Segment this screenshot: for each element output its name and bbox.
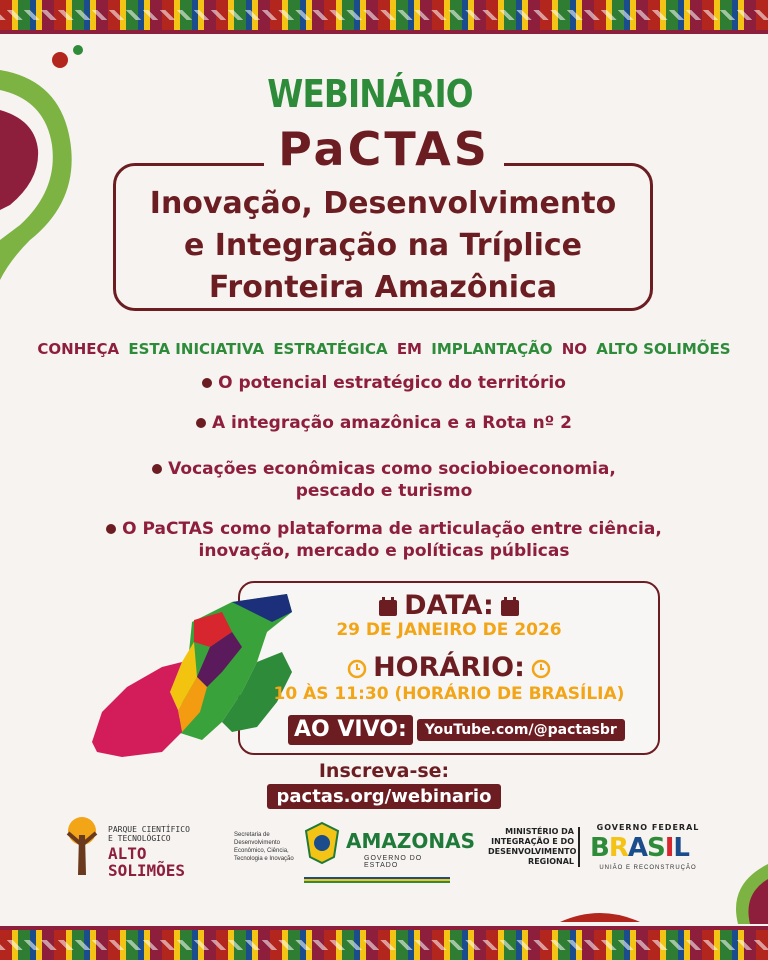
governo-federal-logo bbox=[588, 823, 708, 883]
bullet-icon bbox=[106, 524, 116, 534]
secretaria-logo: Secretaria de Desenvolvimento Econômico, Ciência, Tecnologia e Inovação bbox=[234, 832, 294, 862]
signup-link[interactable]: pactas.org/webinario bbox=[267, 784, 502, 809]
subhead-part: ALTO SOLIMÕES bbox=[596, 340, 731, 358]
corner-pattern-icon bbox=[708, 864, 768, 924]
clock-icon bbox=[531, 659, 551, 679]
pactas-logo: PaCTAS bbox=[264, 122, 504, 176]
time-heading bbox=[238, 652, 660, 683]
gov-top-text: GOVERNO FEDERAL bbox=[596, 823, 700, 832]
title-line: e Integração na Tríplice bbox=[183, 228, 583, 263]
subhead-part: EM bbox=[396, 340, 422, 358]
bullet-icon bbox=[152, 464, 162, 474]
sponsor-logos bbox=[0, 815, 768, 895]
list-item: O potencial estratégico do território bbox=[0, 372, 768, 394]
calendar-icon bbox=[500, 597, 520, 617]
amazonas-subtext: GOVERNO DO ESTADO bbox=[364, 855, 423, 869]
calendar-icon bbox=[378, 597, 398, 617]
list-item: A integração amazônica e a Rota nº 2 bbox=[0, 412, 768, 434]
subhead-part: NO bbox=[561, 340, 588, 358]
date-label: DATA: bbox=[404, 590, 494, 621]
amazonas-crest-icon bbox=[304, 821, 340, 865]
parque-small-text: PARQUE CIENTÍFICO E TECNOLÓGICO bbox=[108, 825, 190, 843]
bullet-icon bbox=[202, 378, 212, 388]
title-line: Inovação, Desenvolvimento bbox=[149, 186, 617, 221]
top-band-line bbox=[0, 30, 768, 34]
parque-big-text: ALTO SOLIMÕES bbox=[108, 844, 186, 880]
amazonas-logo bbox=[304, 821, 475, 891]
subhead-part: CONHEÇA bbox=[37, 340, 120, 358]
parque-logo bbox=[62, 815, 202, 885]
list-item: Vocações econômicas como sociobioeconomia, pescado e turismo bbox=[0, 458, 768, 502]
amazonas-text: AMAZONAS bbox=[346, 829, 475, 853]
clock-icon bbox=[347, 659, 367, 679]
bullet-icon bbox=[196, 418, 206, 428]
logo-divider bbox=[578, 827, 580, 867]
gov-bottom-text: UNIÃO E RECONSTRUÇÃO bbox=[599, 865, 697, 871]
event-title bbox=[113, 183, 653, 309]
subhead-part: ESTA INICIATIVA bbox=[128, 340, 265, 358]
ministerio-logo: MINISTÉRIO DA INTEGRAÇÃO E DO DESENVOLVIMENTO REGIONAL bbox=[488, 827, 577, 866]
top-decorative-band bbox=[0, 0, 768, 30]
live-label: AO VIVO: bbox=[288, 715, 413, 745]
parque-tree-icon bbox=[62, 815, 102, 877]
amazonas-stripe bbox=[304, 877, 450, 883]
date-value: 29 DE JANEIRO DE 2026 bbox=[336, 620, 562, 640]
bottom-pattern-icon bbox=[560, 904, 640, 922]
youtube-link[interactable]: YouTube.com/@pactasbr bbox=[417, 719, 625, 741]
time-value: 10 ÀS 11:30 (HORÁRIO DE BRASÍLIA) bbox=[273, 684, 625, 704]
bottom-decorative-band bbox=[0, 930, 768, 960]
date-heading bbox=[238, 590, 660, 621]
signup-label: Inscreva-se: bbox=[318, 760, 450, 782]
subhead-part: IMPLANTAÇÃO bbox=[431, 340, 553, 358]
subheading bbox=[0, 340, 768, 358]
title-line: Fronteira Amazônica bbox=[208, 270, 558, 305]
brasil-wordmark: B R A S I L bbox=[590, 833, 689, 863]
live-stream-row bbox=[288, 716, 625, 744]
list-item: O PaCTAS como plataforma de articulação entre ciência, inovação, mercado e políticas públicas bbox=[0, 518, 768, 562]
time-label: HORÁRIO: bbox=[373, 652, 525, 683]
webinar-kicker: WEBINÁRIO bbox=[267, 72, 473, 116]
subhead-part: ESTRATÉGICA bbox=[273, 340, 388, 358]
